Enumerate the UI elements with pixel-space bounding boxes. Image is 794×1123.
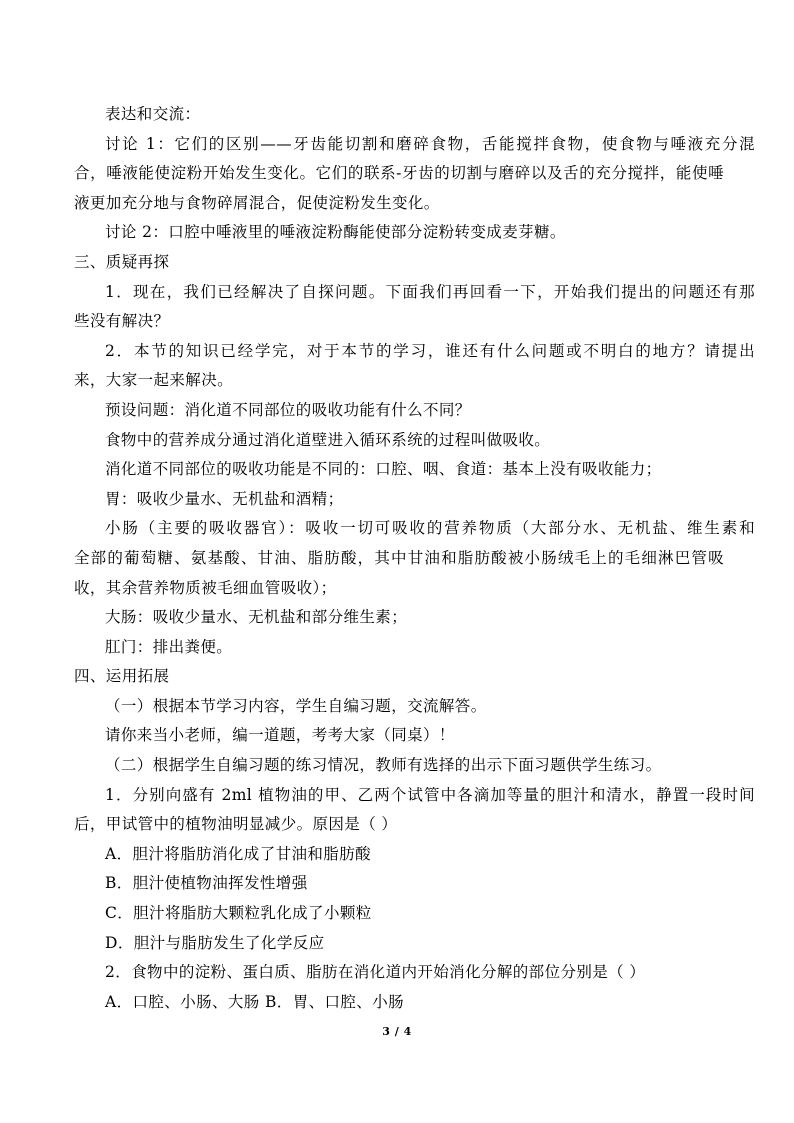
text-line: 肛门：排出粪便。 <box>105 637 233 656</box>
text-line: 1．分别向盛有 2ml 植物油的甲、乙两个试管中各滴加等量的胆汁和清水，静置一段时间 <box>105 785 755 804</box>
text-line: 预设问题：消化道不同部位的吸收功能有什么不同？ <box>105 400 471 419</box>
text-line: 后，甲试管中的植物油明显减少。原因是（ ） <box>74 815 398 834</box>
text-line: 讨论 1：它们的区别——牙齿能切割和磨碎食物，舌能搅拌食物，使食物与唾液充分混 <box>105 134 755 153</box>
text-line: 小肠（主要的吸收器官）：吸收一切可吸收的营养物质（大部分水、无机盐、维生素和 <box>105 519 755 538</box>
text-line: 表达和交流： <box>105 105 201 123</box>
text-line: 四、运用拓展 <box>74 667 170 686</box>
text-line: （一）根据本节学习内容，学生自编习题，交流解答。 <box>105 696 487 715</box>
text-line: 大肠：吸收少量水、无机盐和部分维生素； <box>105 608 408 627</box>
text-line: A．胆汁将脂肪消化成了甘油和脂肪酸 <box>105 844 371 863</box>
text-line: 胃：吸收少量水、无机盐和酒精； <box>105 489 344 508</box>
text-line: 全部的葡萄糖、氨基酸、甘油、脂肪酸，其中甘油和脂肪酸被小肠绒毛上的毛细淋巴管吸 <box>74 548 724 567</box>
text-line: 来，大家一起来解决。 <box>74 371 234 390</box>
text-line: 液更加充分地与食物碎屑混合，促使淀粉发生变化。 <box>74 193 440 212</box>
text-line: 请你来当小老师，编一道题，考考大家（同桌）！ <box>105 726 455 745</box>
page-number: 3 / 4 <box>382 1025 412 1038</box>
text-line: （二）根据学生自编习题的练习情况，教师有选择的出示下面习题供学生练习。 <box>105 756 662 775</box>
text-line: C．胆汁将脂肪大颗粒乳化成了小颗粒 <box>105 904 372 923</box>
text-line: 2．食物中的淀粉、蛋白质、脂肪在消化道内开始消化分解的部位分别是（ ） <box>105 963 646 982</box>
text-line: 三、质疑再探 <box>74 252 170 271</box>
text-line: 食物中的营养成分通过消化道壁进入循环系统的过程叫做吸收。 <box>105 430 551 449</box>
text-line: 收，其余营养物质被毛细血管吸收）； <box>74 578 337 597</box>
text-line: 消化道不同部位的吸收功能是不同的：口腔、咽、食道：基本上没有吸收能力； <box>105 460 662 479</box>
text-line: B．胆汁使植物油挥发性增强 <box>105 874 308 893</box>
text-line: A．口腔、小肠、大肠 B．胃、口腔、小肠 <box>105 992 405 1011</box>
document-body <box>74 100 755 1017</box>
text-line: 2．本节的知识已经学完，对于本节的学习，谁还有什么问题或不明白的地方？请提出 <box>105 341 755 360</box>
text-line: 合，唾液能使淀粉开始发生变化。它们的联系-牙齿的切割与磨碎以及舌的充分搅拌，能使唾 <box>74 164 724 183</box>
text-line: 些没有解决？ <box>74 312 170 331</box>
text-line: 1．现在，我们已经解决了自探问题。下面我们再回看一下，开始我们提出的问题还有那 <box>105 282 755 301</box>
text-line: 讨论 2：口腔中唾液里的唾液淀粉酶能使部分淀粉转变成麦芽糖。 <box>105 223 566 242</box>
text-line: D．胆汁与脂肪发生了化学反应 <box>105 933 325 952</box>
